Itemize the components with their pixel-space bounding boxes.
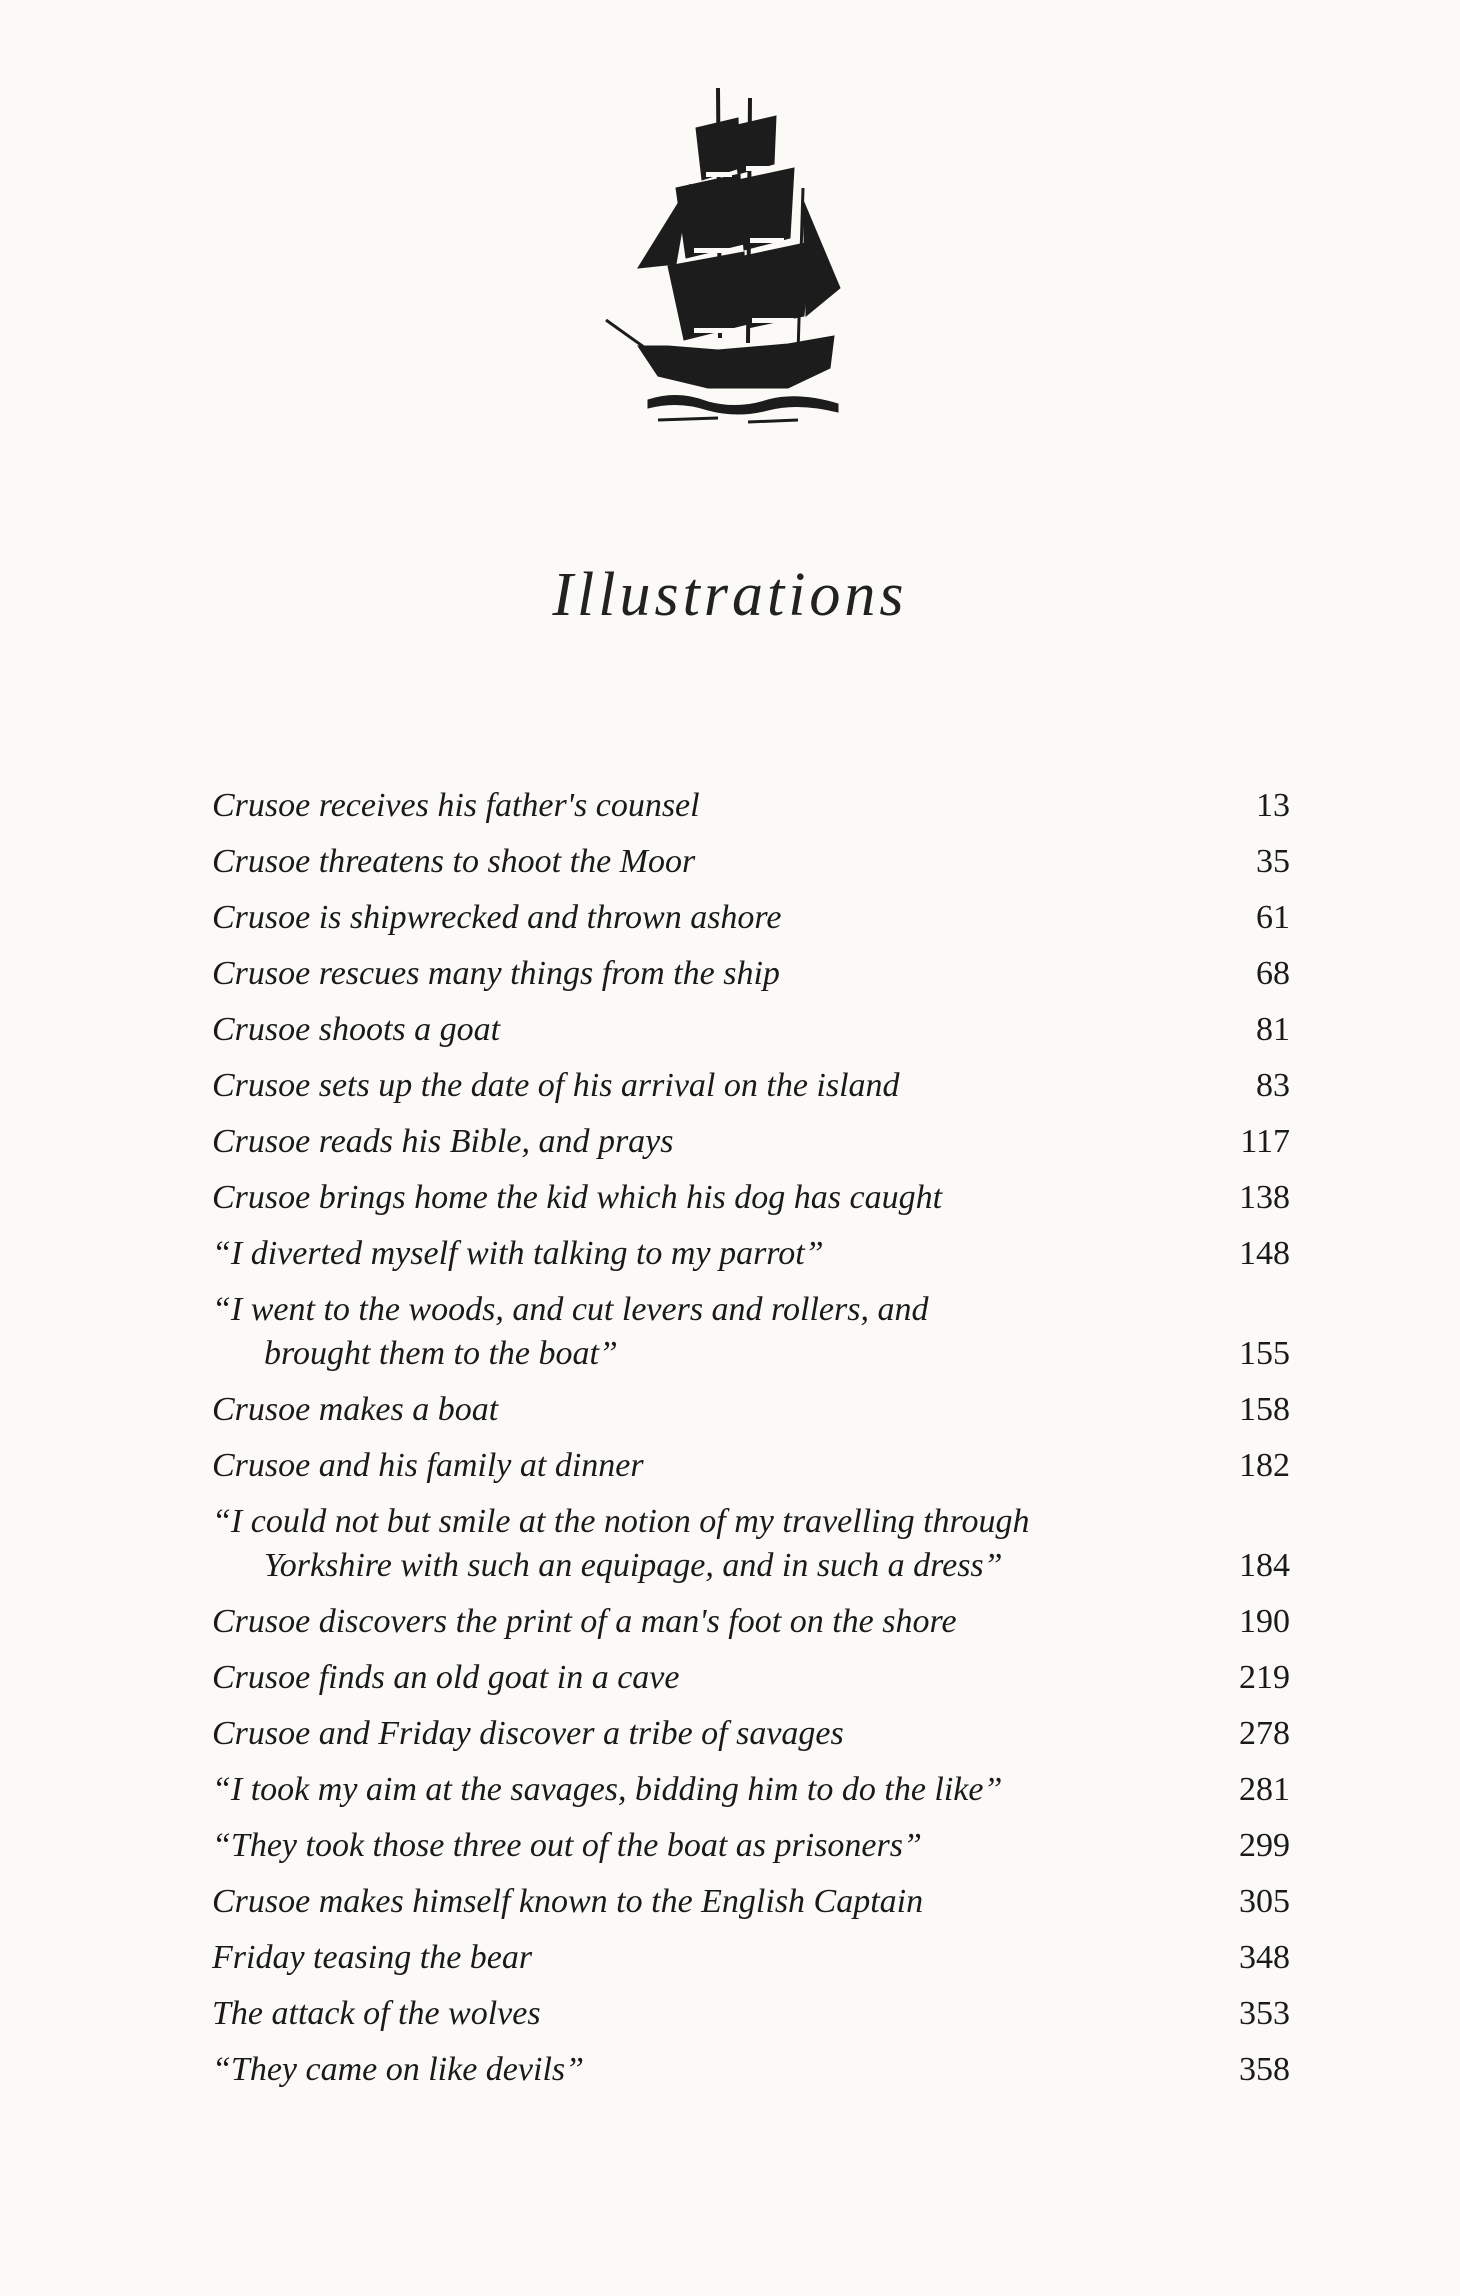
illustration-caption	[212, 1288, 928, 1376]
list-item	[212, 1232, 1290, 1276]
list-item	[212, 1936, 1290, 1980]
page-number: 299	[1239, 1827, 1290, 1864]
page-number: 13	[1256, 787, 1290, 824]
page-number: 138	[1239, 1179, 1290, 1216]
page-number: 148	[1239, 1235, 1290, 1272]
page-number: 35	[1256, 843, 1290, 880]
page-number: 190	[1239, 1603, 1290, 1640]
illustration-caption: Crusoe rescues many things from the ship	[212, 955, 780, 992]
page-title: Illustrations	[552, 561, 908, 629]
page-number: 278	[1239, 1715, 1290, 1752]
list-item	[212, 896, 1290, 940]
list-item	[212, 1656, 1290, 1700]
page-number: 68	[1256, 955, 1290, 992]
list-item	[212, 1008, 1290, 1052]
illustration-caption: Crusoe reads his Bible, and prays	[212, 1123, 674, 1160]
list-item	[212, 1120, 1290, 1164]
illustration-caption: Crusoe and his family at dinner	[212, 1447, 644, 1484]
list-item	[212, 1444, 1290, 1488]
list-item	[212, 784, 1290, 828]
illustration-caption: Crusoe discovers the print of a man's foot on the shore	[212, 1603, 957, 1640]
illustration-caption: Crusoe finds an old goat in a cave	[212, 1659, 680, 1696]
illustration-caption: “I diverted myself with talking to my parrot”	[212, 1235, 824, 1272]
page-number: 305	[1239, 1883, 1290, 1920]
list-item	[212, 1992, 1290, 2036]
page-number: 353	[1239, 1995, 1290, 2032]
illustration-caption: Crusoe brings home the kid which his dog has caught	[212, 1179, 943, 1216]
page-number: 358	[1239, 2051, 1290, 2088]
list-item	[212, 1288, 1290, 1376]
list-item	[212, 1176, 1290, 1220]
caption-line: brought them to the boat”	[264, 1335, 618, 1372]
list-item	[212, 1880, 1290, 1924]
illustration-caption: Crusoe receives his father's counsel	[212, 787, 700, 824]
illustration-caption: Crusoe threatens to shoot the Moor	[212, 843, 696, 880]
illustration-caption: “I took my aim at the savages, bidding him to do the like”	[212, 1771, 1003, 1808]
illustration-caption: Crusoe shoots a goat	[212, 1011, 501, 1048]
page-number: 155	[1239, 1335, 1290, 1372]
page-number: 184	[1239, 1547, 1290, 1584]
illustration-caption: Friday teasing the bear	[212, 1939, 533, 1976]
page-number: 83	[1256, 1067, 1290, 1104]
list-item	[212, 840, 1290, 884]
illustration-caption: “They took those three out of the boat as prisoners”	[212, 1827, 922, 1864]
illustration-caption: Crusoe and Friday discover a tribe of savages	[212, 1715, 844, 1752]
list-item	[212, 1824, 1290, 1868]
caption-line: “I went to the woods, and cut levers and rollers, and	[212, 1291, 929, 1328]
illustration-caption	[212, 1500, 1030, 1588]
sailing-ship-icon	[598, 88, 878, 428]
illustration-caption: Crusoe makes himself known to the English Captain	[212, 1883, 924, 1920]
caption-line: Yorkshire with such an equipage, and in such a dress”	[264, 1547, 1003, 1584]
page-number: 182	[1239, 1447, 1290, 1484]
page-number: 219	[1239, 1659, 1290, 1696]
list-item	[212, 2048, 1290, 2092]
list-item	[212, 1600, 1290, 1644]
list-item	[212, 1064, 1290, 1108]
list-item	[212, 1500, 1290, 1588]
page-number: 61	[1256, 899, 1290, 936]
page-number: 117	[1240, 1123, 1290, 1160]
illustration-caption: Crusoe is shipwrecked and thrown ashore	[212, 899, 782, 936]
page-number: 281	[1239, 1771, 1290, 1808]
illustration-caption: Crusoe makes a boat	[212, 1391, 499, 1428]
page-number: 158	[1239, 1391, 1290, 1428]
list-item	[212, 1388, 1290, 1432]
illustrations-list	[212, 784, 1290, 2104]
list-item	[212, 1768, 1290, 1812]
illustration-caption: Crusoe sets up the date of his arrival on the island	[212, 1067, 900, 1104]
caption-line: “I could not but smile at the notion of my travelling through	[212, 1503, 1030, 1540]
page-number: 348	[1239, 1939, 1290, 1976]
illustration-caption: The attack of the wolves	[212, 1995, 541, 2032]
list-item	[212, 1712, 1290, 1756]
illustration-caption: “They came on like devils”	[212, 2051, 585, 2088]
page-number: 81	[1256, 1011, 1290, 1048]
list-item	[212, 952, 1290, 996]
